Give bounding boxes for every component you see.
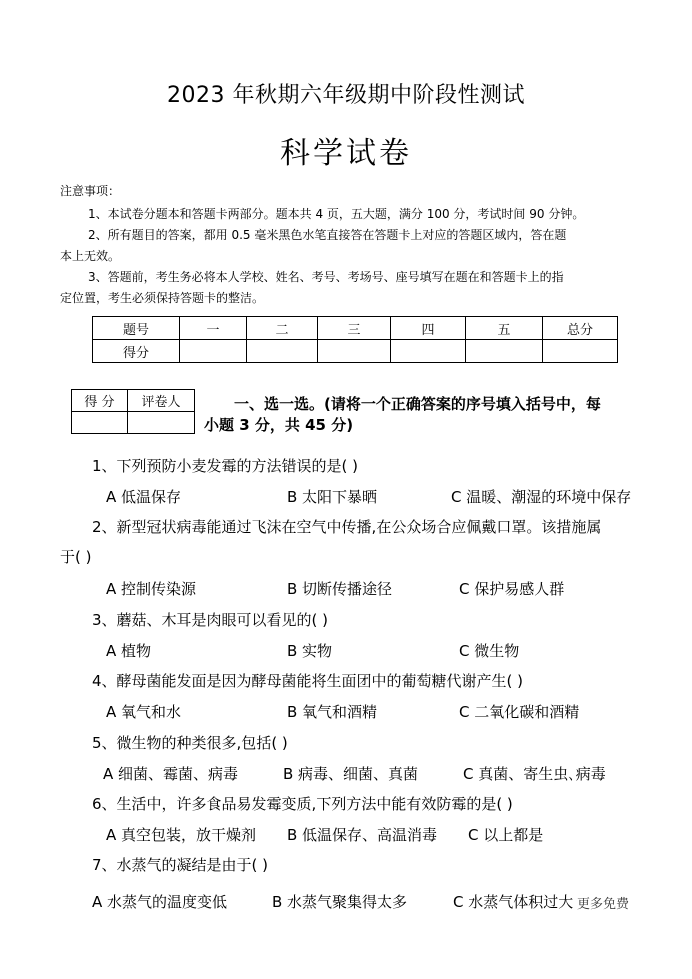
question-5-stem: 5、微生物的种类很多,包括( ) (92, 734, 288, 752)
grader-score-cell[interactable] (72, 412, 128, 434)
question-2-option-b: B 切断传播途径 (287, 580, 393, 598)
score-cell-total[interactable] (543, 340, 618, 363)
question-6-option-c: C 以上都是 (468, 826, 544, 844)
notice-item-3-line-2: 定位置，考生必须保持答题卡的整洁。 (60, 291, 265, 305)
question-4-option-b: B 氧气和酒精 (287, 703, 378, 721)
notice-item-2-line-1: 2、所有题目的答案，都用 0.5 毫米黑色水笔直接答在答题卡上对应的答题区域内，答在题 (88, 228, 567, 242)
score-table-header-row (93, 317, 618, 340)
score-table (92, 316, 618, 363)
exam-title: 2023 年秋期六年级期中阶段性测试 (167, 83, 525, 108)
score-table-col-4: 四 (391, 317, 466, 340)
question-6-option-a: A 真空包装，放干燥剂 (106, 826, 257, 844)
question-3-option-a: A 植物 (106, 642, 152, 660)
score-cell-4[interactable] (391, 340, 466, 363)
notice-item-3-line-1: 3、答题前，考生务必将本人学校、姓名、考号、考场号、座号填写在题在和答题卡上的指 (88, 270, 564, 284)
score-table-label-number: 题号 (93, 317, 180, 340)
question-7-option-b: B 水蒸气聚集得太多 (272, 893, 408, 911)
question-2-stem-line-2: 于( ) (60, 548, 92, 566)
score-table-col-total: 总分 (543, 317, 618, 340)
question-2-stem-line-1: 2、新型冠状病毒能通过飞沫在空气中传播,在公众场合应佩戴口罩。该措施属 (92, 518, 602, 536)
question-3-option-c: C 微生物 (459, 642, 520, 660)
grader-table (71, 389, 195, 434)
notice-item-1: 1、本试卷分题本和答题卡两部分。题本共 4 页，五大题，满分 100 分，考试时间 90 分钟。 (88, 207, 585, 221)
question-6-option-b: B 低温保存、高温消毒 (287, 826, 438, 844)
question-7-option-a: A 水蒸气的温度变低 (92, 893, 228, 911)
question-5-option-c: C 真菌、寄生虫､病毒 (463, 765, 606, 783)
score-table-score-row (93, 340, 618, 363)
score-cell-2[interactable] (247, 340, 318, 363)
score-table-col-3: 三 (318, 317, 391, 340)
notice-heading: 注意事项： (60, 184, 121, 198)
grader-name-cell[interactable] (128, 412, 195, 434)
question-4-option-c: C 二氧化碳和酒精 (459, 703, 580, 721)
question-2-option-c: C 保护易感人群 (459, 580, 565, 598)
section-1-title-line-1: 一、选一选。(请将一个正确答案的序号填入括号中，每 (234, 395, 601, 413)
question-2-option-a: A 控制传染源 (106, 580, 197, 598)
question-4-stem: 4、酵母菌能发面是因为酵母菌能将生面团中的葡萄糖代谢产生( ) (92, 672, 524, 690)
score-table-col-1: 一 (180, 317, 247, 340)
question-1-stem: 1、下列预防小麦发霉的方法错误的是( ) (92, 457, 359, 475)
question-4-option-a: A 氧气和水 (106, 703, 182, 721)
question-7-stem: 7、水蒸气的凝结是由于( ) (92, 856, 269, 874)
question-7-option-c: C 水蒸气体积过大 (453, 893, 574, 911)
grader-score-label: 得 分 (72, 390, 128, 412)
notice-item-2-line-2: 本上无效。 (60, 249, 121, 263)
score-cell-5[interactable] (466, 340, 543, 363)
question-3-option-b: B 实物 (287, 642, 333, 660)
score-table-col-5: 五 (466, 317, 543, 340)
question-1-option-c: C 温暖、潮湿的环境中保存 (451, 488, 632, 506)
score-cell-3[interactable] (318, 340, 391, 363)
score-table-col-2: 二 (247, 317, 318, 340)
question-1-option-a: A 低温保存 (106, 488, 182, 506)
question-3-stem: 3、蘑菇、木耳是肉眼可以看见的( ) (92, 611, 329, 629)
score-cell-1[interactable] (180, 340, 247, 363)
question-1-option-b: B 太阳下暴晒 (287, 488, 378, 506)
question-6-stem: 6、生活中，许多食品易发霉变质,下列方法中能有效防霉的是( ) (92, 795, 513, 813)
question-5-option-b: B 病毒、细菌、真菌 (283, 765, 419, 783)
exam-subtitle: 科学试卷 (280, 136, 412, 171)
watermark-text: 更多免费 (577, 897, 630, 912)
question-5-option-a: A 细菌、霉菌、病毒 (103, 765, 239, 783)
grader-name-label: 评卷人 (128, 390, 195, 412)
score-table-label-score: 得分 (93, 340, 180, 363)
section-1-title-line-2: 小题 3 分，共 45 分) (204, 416, 354, 434)
